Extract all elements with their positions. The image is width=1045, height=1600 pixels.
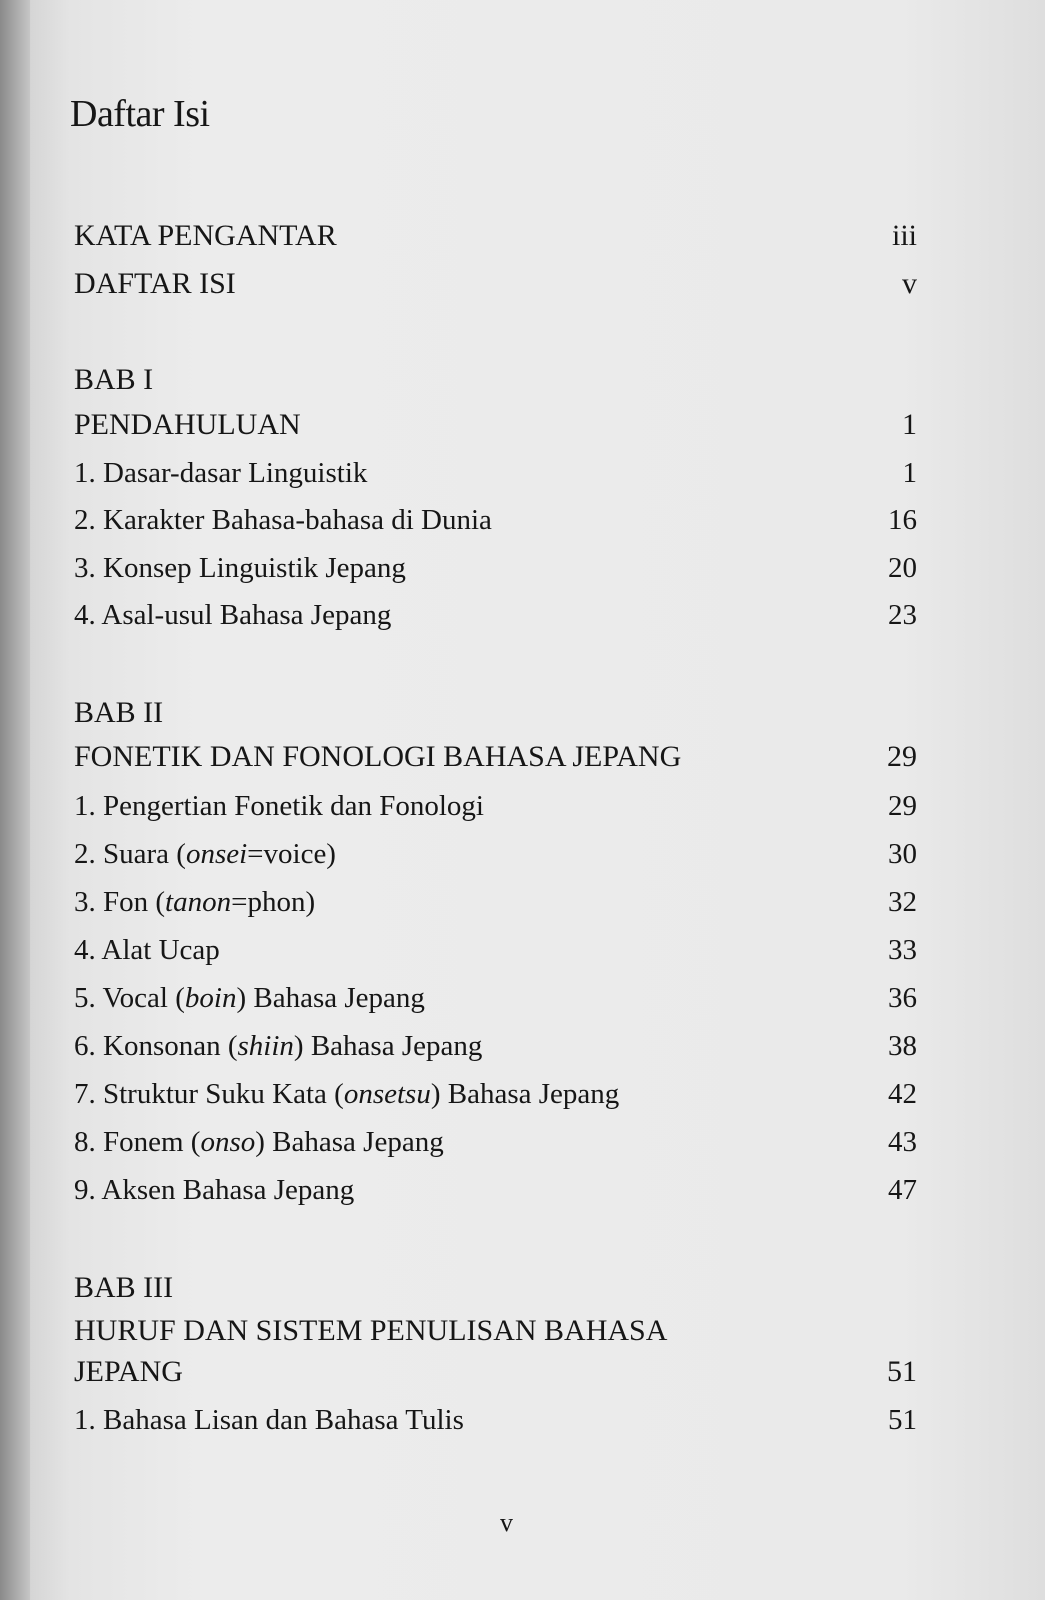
chapter-number: BAB I (74, 363, 154, 396)
toc-page-number: 36 (888, 982, 917, 1014)
toc-label: 1. Bahasa Lisan dan Bahasa Tulis (74, 1404, 464, 1436)
chapter-title-continued: JEPANG (74, 1355, 183, 1388)
toc-page-number: 16 (888, 504, 917, 536)
toc-page-number: 47 (888, 1174, 917, 1206)
toc-label: 3. Konsep Linguistik Jepang (74, 552, 406, 584)
chapter-heading (74, 1268, 917, 1308)
toc-page-number: 43 (888, 1126, 917, 1158)
toc-page-number: 20 (888, 552, 917, 584)
toc-label: 5. Vocal (boin) Bahasa Jepang (74, 982, 425, 1014)
toc-page-number: 1 (902, 457, 917, 489)
toc-label: 1. Pengertian Fonetik dan Fonologi (74, 790, 484, 822)
toc-page-number: v (902, 267, 917, 300)
chapter-number: BAB III (74, 1271, 174, 1304)
toc-row (74, 1074, 917, 1114)
chapter-heading (74, 693, 917, 733)
chapter-number: BAB II (74, 696, 164, 729)
toc-row (74, 1026, 917, 1066)
toc-page-number: 29 (887, 740, 917, 773)
toc-label: 6. Konsonan (shiin) Bahasa Jepang (74, 1030, 483, 1062)
page-title: Daftar Isi (70, 93, 210, 135)
toc-label: 9. Aksen Bahasa Jepang (74, 1174, 355, 1206)
toc-row (74, 882, 917, 922)
chapter-heading (74, 360, 917, 400)
toc-label: 4. Alat Ucap (74, 934, 220, 966)
toc-page-number: 51 (887, 1355, 917, 1388)
chapter-title-row (74, 737, 917, 777)
binding-shadow (0, 0, 30, 1600)
toc-row (74, 786, 917, 826)
chapter-title: PENDAHULUAN (74, 408, 301, 441)
toc-page-number: 51 (888, 1404, 917, 1436)
chapter-title-row (74, 405, 917, 445)
toc-page-number: 33 (888, 934, 917, 966)
toc-label: 8. Fonem (onso) Bahasa Jepang (74, 1126, 444, 1158)
toc-label: KATA PENGANTAR (74, 219, 337, 252)
toc-label: 4. Asal-usul Bahasa Jepang (74, 599, 392, 631)
toc-row (74, 500, 917, 540)
toc-row-daftar-isi (74, 264, 917, 304)
toc-row (74, 548, 917, 588)
toc-label: DAFTAR ISI (74, 267, 236, 300)
toc-label: 7. Struktur Suku Kata (onsetsu) Bahasa Jepang (74, 1078, 620, 1110)
toc-page-number: 29 (888, 790, 917, 822)
footer-page-number: v (500, 1508, 513, 1537)
toc-page-number: 42 (888, 1078, 917, 1110)
toc-label: 1. Dasar-dasar Linguistik (74, 457, 368, 489)
toc-page-number: 30 (888, 838, 917, 870)
toc-row (74, 1170, 917, 1210)
toc-row (74, 930, 917, 970)
toc-label: 2. Suara (onsei=voice) (74, 838, 336, 870)
chapter-title-row (74, 1352, 917, 1392)
toc-label: 3. Fon (tanon=phon) (74, 886, 316, 918)
toc-row (74, 453, 917, 493)
toc-row (74, 595, 917, 635)
toc-row-kata-pengantar (74, 216, 917, 256)
toc-page-number: iii (891, 219, 917, 252)
toc-page-number: 32 (888, 886, 917, 918)
chapter-title: HURUF DAN SISTEM PENULISAN BAHASA (74, 1314, 668, 1347)
toc-label: 2. Karakter Bahasa-bahasa di Dunia (74, 504, 492, 536)
toc-row (74, 1400, 917, 1440)
toc-row (74, 834, 917, 874)
chapter-title: FONETIK DAN FONOLOGI BAHASA JEPANG (74, 740, 682, 773)
toc-row (74, 1122, 917, 1162)
chapter-title-row (74, 1311, 917, 1351)
toc-page-number: 38 (888, 1030, 917, 1062)
toc-page-number: 1 (902, 408, 917, 441)
toc-page-number: 23 (888, 599, 917, 631)
toc-row (74, 978, 917, 1018)
